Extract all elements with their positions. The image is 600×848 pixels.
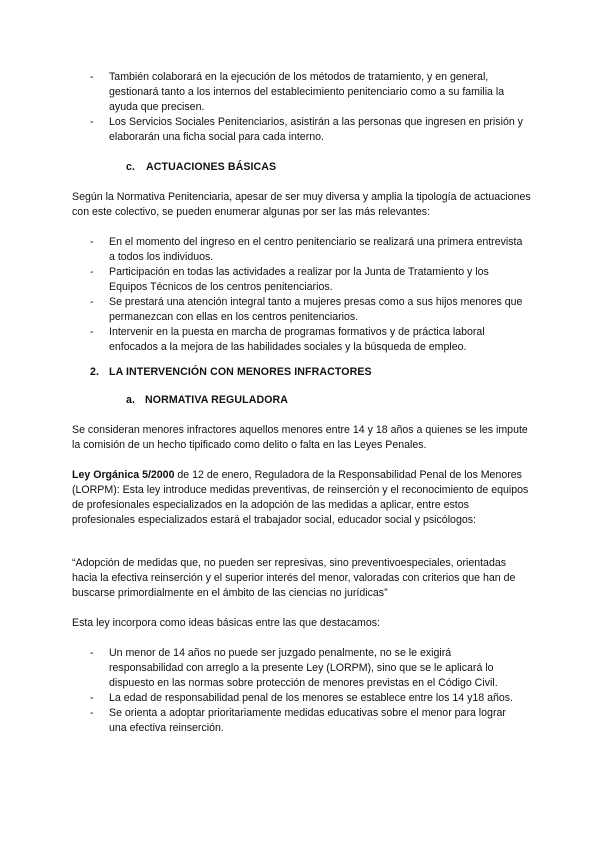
list-actuaciones bbox=[90, 235, 526, 355]
quote-paragraph: “Adopción de medidas que, no pueden ser represivas, sino preventivoespeciales, orientadas hacia la efectiva reinserción y el superior interés del menor, valoradas con criterios que han de buscarse primordialmente en el ámbito de las ciencias no jurídicas” bbox=[72, 557, 516, 599]
list-ideas-basicas bbox=[90, 646, 526, 736]
list-item: - Los Servicios Sociales Penitenciarios, asistirán a las personas que ingresen en prisión y elaborarán una ficha social para cada interno. bbox=[90, 115, 526, 145]
section-title: ACTUACIONES BÁSICAS bbox=[146, 161, 277, 173]
law-description: de 12 de enero, Regulador​a de la Responsabilidad Penal de los Menores (LORPM): Esta ley introduce medidas preventivas, de reinserción y el reconocimiento de equipos de profesionales especializados en la adopción de las medidas a aplicar, entre estos profesionales especializados estará el trabajador social, educador social y psicólogos: bbox=[72, 469, 529, 526]
paragraph-menores-infractores: Se consideran menores infractores aquellos menores entre 14 y 18 años a quienes se les impute la comisión de un hecho tipificado como delito o falta en las Leyes Penales. bbox=[72, 424, 528, 451]
list-item: - Un menor de 14 años no puede ser juzgado penalmente, no se le exigirá responsabilidad con arreglo a la presente Ley (LORPM), sino que se le aplicará lo dispuesto en las normas sobre protección de menores previstas en el Código Civil. bbox=[90, 646, 526, 691]
list-item: - Se prestará una atención integral tanto a mujeres presas como a sus hijos menores que permanezcan con ellas en los centros penitenciarios. bbox=[90, 295, 526, 325]
list-item: - Participación en todas las actividades a realizar por la Junta de Tratamiento y los Equipos Técnicos de los centros penitenciarios. bbox=[90, 265, 526, 295]
section-marker: 2. bbox=[90, 366, 100, 378]
list-item: - También colaborará en la ejecución de los métodos de tratamiento, y en general, gestionará tanto a los internos del establecimiento penitenciario como a su familia la ayuda que precisen. bbox=[90, 70, 526, 115]
section-title: NORMATIVA REGULADORA bbox=[145, 394, 289, 406]
list-item: - La edad de responsabilidad penal de los menores se establece entre los 14 y18 años. bbox=[90, 691, 526, 706]
section-2-heading bbox=[90, 365, 372, 380]
list-item: - Intervenir en la puesta en marcha de programas formativos y de práctica laboral enfocados a la mejora de las habilidades sociales y la búsqueda de empleo. bbox=[90, 325, 526, 355]
paragraph-ideas-basicas: Esta ley incorpora como ideas básicas entre las que destacamos: bbox=[72, 617, 380, 629]
list-social-services bbox=[90, 70, 526, 145]
paragraph-ley-organica bbox=[72, 468, 532, 528]
list-item: - Se orienta a adoptar prioritariamente medidas educativas sobre el menor para lograr una efectiva reinserción. bbox=[90, 706, 526, 736]
law-title: Ley Orgánica 5/2000 bbox=[72, 469, 175, 481]
section-c-heading bbox=[126, 160, 276, 175]
list-item: - En el momento del ingreso en el centro penitenciario se realizará una primera entrevista a todos los individuos. bbox=[90, 235, 526, 265]
section-marker: a. bbox=[126, 394, 136, 406]
section-a-heading bbox=[126, 393, 288, 408]
paragraph-actuaciones: Según la Normativa Penitenciaria, apesar de ser muy diversa y amplia la tipología de actuaciones con este colectivo, se pueden enumerar algunas por ser las más relevantes: bbox=[72, 191, 531, 218]
section-title: LA INTERVENCIÓN CON MENORES INFRACTORES bbox=[109, 366, 372, 378]
section-marker: c. bbox=[126, 161, 136, 173]
